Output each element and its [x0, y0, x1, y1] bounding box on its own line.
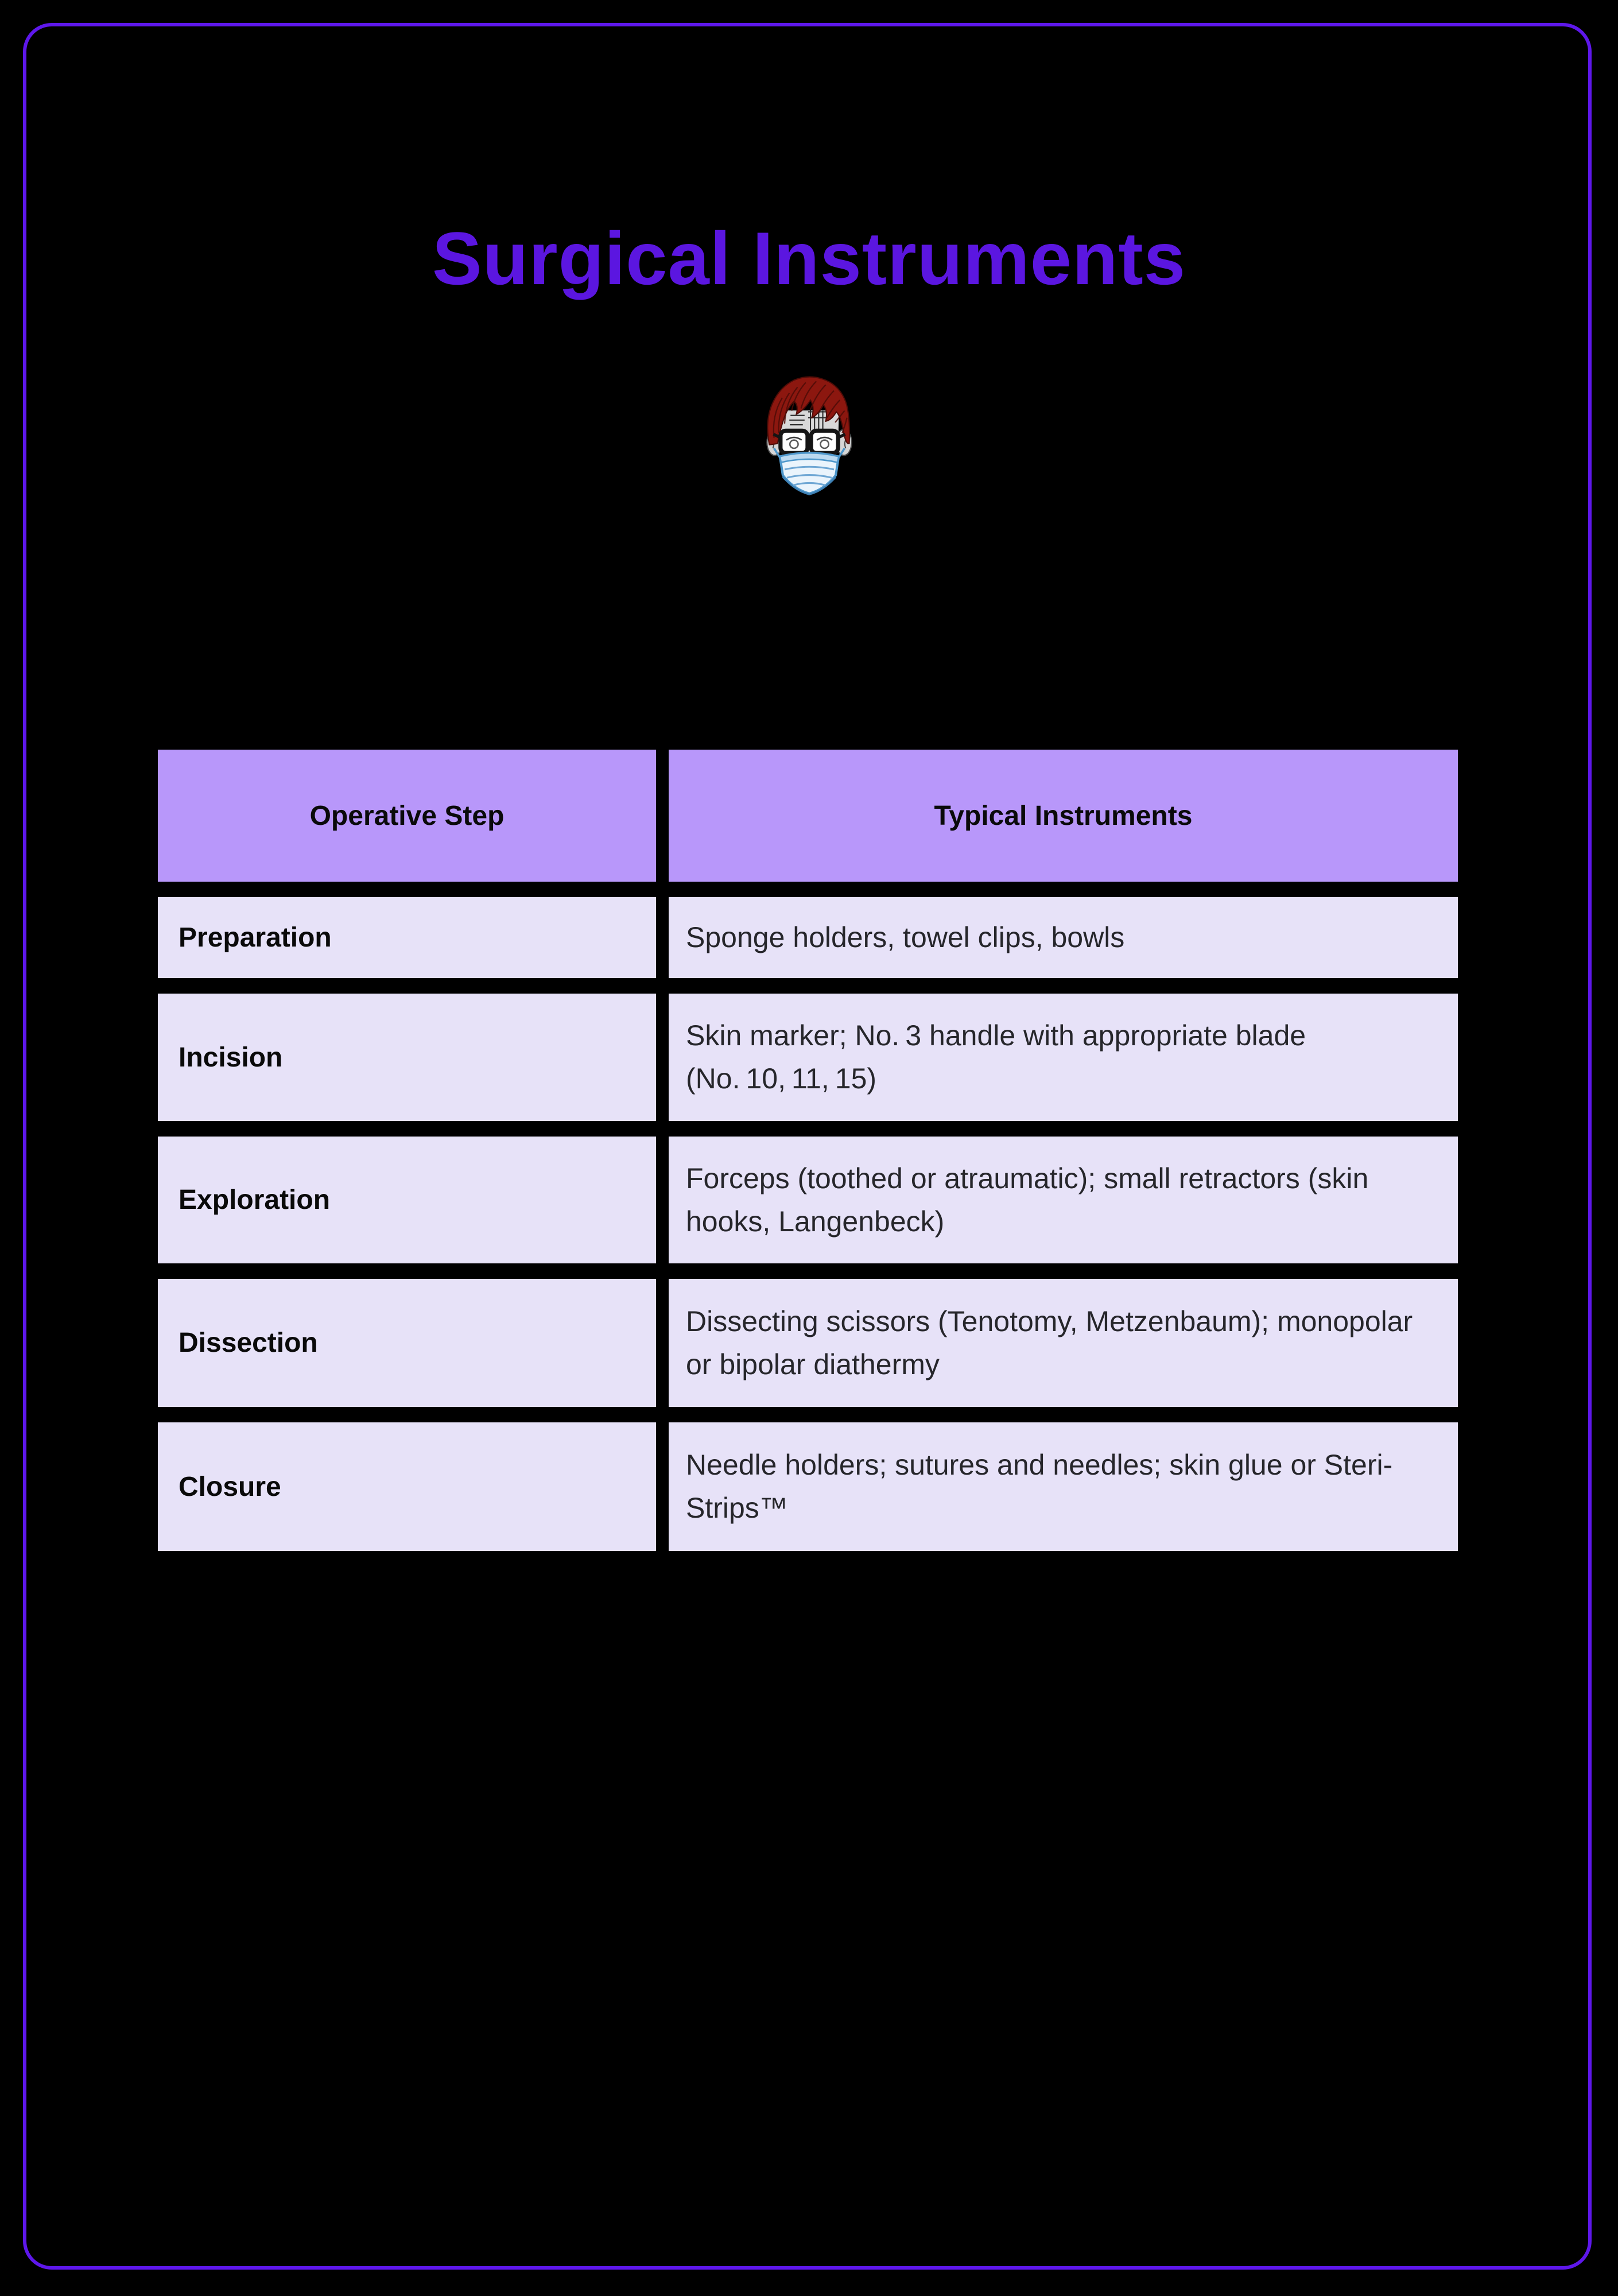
table-row-dissection-instruments: [669, 1279, 1458, 1407]
column-header-label: Typical Instruments: [934, 800, 1193, 831]
instruments-table: [158, 750, 1457, 1551]
step-label: Incision: [179, 1042, 283, 1073]
table-row-dissection-step: [158, 1279, 656, 1407]
step-label: Exploration: [179, 1185, 331, 1215]
table-row-closure-instruments: [669, 1422, 1458, 1551]
surgeon-avatar: [755, 374, 864, 498]
page-title: Surgical Instruments: [432, 216, 1186, 301]
column-header-label: Operative Step: [309, 800, 505, 831]
instruments-text: Forceps (toothed or atraumatic); small retractors (skin hooks, Langenbeck): [686, 1162, 1369, 1238]
header-cell-operative-step: [158, 750, 656, 882]
instruments-text: Sponge holders, towel clips, bowls: [686, 921, 1125, 953]
instruments-text: Needle holders; sutures and needles; skin glue or Steri-Strips™: [686, 1449, 1393, 1524]
table-row-incision-instruments: [669, 994, 1458, 1121]
instruments-text: Dissecting scissors (Tenotomy, Metzenbaum); monopolar or bipolar diathermy: [686, 1305, 1413, 1380]
table-row-preparation-instruments: [669, 897, 1458, 978]
step-label: Closure: [179, 1471, 281, 1502]
step-label: Dissection: [179, 1328, 318, 1358]
table-row-exploration-instruments: [669, 1137, 1458, 1263]
table-row-incision-step: [158, 994, 656, 1121]
table-row-exploration-step: [158, 1137, 656, 1263]
table-row-closure-step: [158, 1422, 656, 1551]
step-label: Preparation: [179, 922, 332, 953]
instruments-text: Skin marker; No. 3 handle with appropriate blade (No. 10, 11, 15): [686, 1019, 1306, 1095]
header-cell-typical-instruments: [669, 750, 1458, 882]
table-row-preparation-step: [158, 897, 656, 978]
surgeon-avatar-icon: [755, 374, 864, 498]
